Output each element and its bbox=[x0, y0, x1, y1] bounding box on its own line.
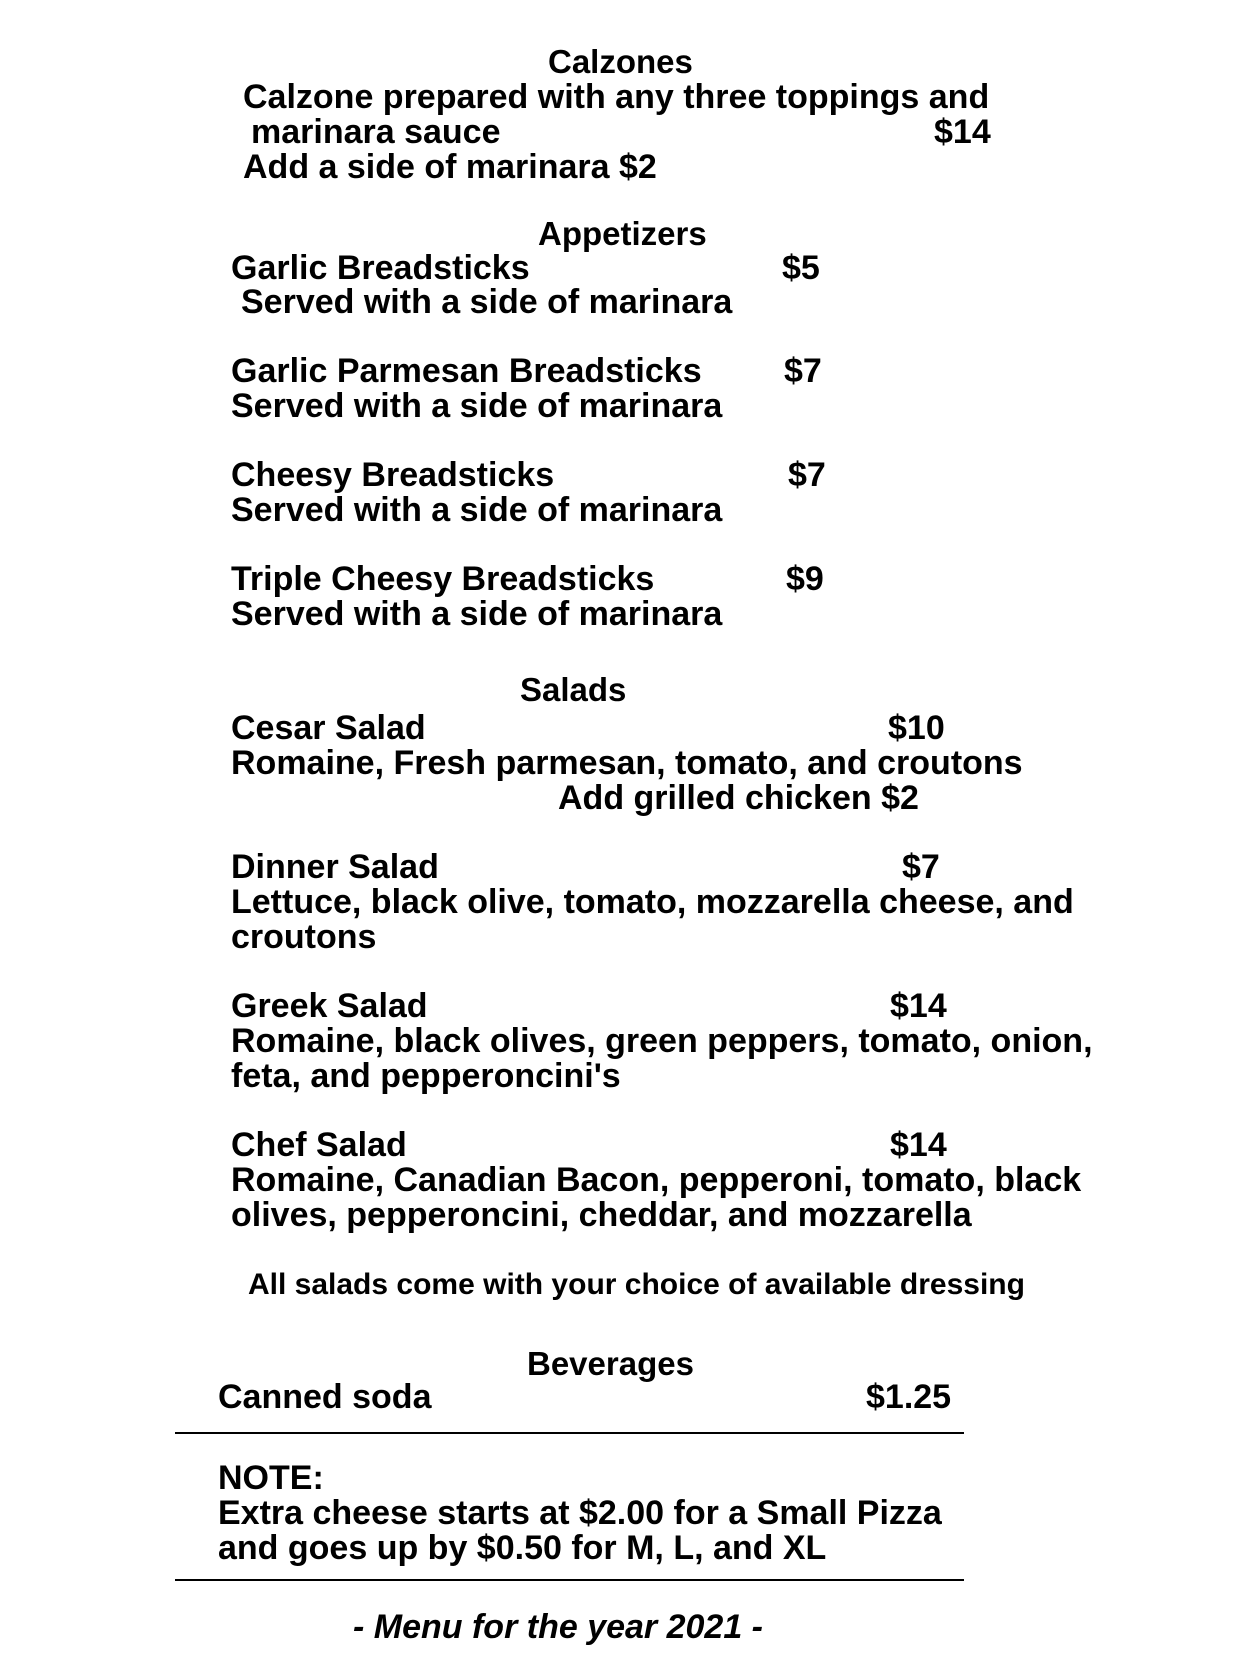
beverages-heading: Beverages bbox=[527, 1345, 694, 1382]
salad-desc: Romaine, black olives, green peppers, tomato, onion, bbox=[231, 1022, 1093, 1060]
salad-desc: feta, and pepperoncini's bbox=[231, 1057, 621, 1095]
appetizers-heading: Appetizers bbox=[538, 215, 707, 252]
divider-line bbox=[175, 1432, 964, 1434]
appetizer-name: Cheesy Breadsticks bbox=[231, 456, 555, 494]
appetizer-name: Garlic Breadsticks bbox=[231, 249, 530, 287]
salad-desc: Romaine, Canadian Bacon, pepperoni, tomato, black bbox=[231, 1161, 1082, 1199]
beverage-name: Canned soda bbox=[218, 1378, 432, 1416]
salad-addon: Add grilled chicken $2 bbox=[558, 779, 919, 817]
appetizer-price: $9 bbox=[786, 560, 824, 598]
note-line2: and goes up by $0.50 for M, L, and XL bbox=[218, 1529, 827, 1567]
salad-name: Chef Salad bbox=[231, 1126, 407, 1164]
appetizer-price: $7 bbox=[788, 456, 826, 494]
salads-dressing-note: All salads come with your choice of available dressing bbox=[248, 1268, 1025, 1301]
salad-price: $10 bbox=[888, 709, 945, 747]
calzone-price: $14 bbox=[934, 113, 991, 151]
calzone-desc-line2: marinara sauce bbox=[251, 113, 501, 151]
calzones-heading: Calzones bbox=[548, 43, 693, 80]
calzone-desc-line1: Calzone prepared with any three toppings and bbox=[243, 78, 990, 116]
appetizer-price: $5 bbox=[782, 249, 820, 287]
beverage-price: $1.25 bbox=[866, 1378, 952, 1416]
salad-desc: olives, pepperoncini, cheddar, and mozzarella bbox=[231, 1196, 972, 1234]
salad-name: Dinner Salad bbox=[231, 848, 439, 886]
salad-desc: Romaine, Fresh parmesan, tomato, and croutons bbox=[231, 744, 1023, 782]
appetizer-price: $7 bbox=[784, 352, 822, 390]
salad-name: Greek Salad bbox=[231, 987, 428, 1025]
appetizer-desc: Served with a side of marinara bbox=[241, 283, 733, 321]
salad-price: $14 bbox=[890, 987, 947, 1025]
appetizer-name: Triple Cheesy Breadsticks bbox=[231, 560, 655, 598]
salad-desc: Lettuce, black olive, tomato, mozzarella cheese, and bbox=[231, 883, 1074, 921]
note-line1: Extra cheese starts at $2.00 for a Small Pizza bbox=[218, 1494, 942, 1532]
appetizer-desc: Served with a side of marinara bbox=[231, 595, 723, 633]
salad-price: $14 bbox=[890, 1126, 947, 1164]
salad-name: Cesar Salad bbox=[231, 709, 426, 747]
salad-price: $7 bbox=[902, 848, 940, 886]
note-label: NOTE: bbox=[218, 1459, 324, 1497]
salad-desc: croutons bbox=[231, 918, 377, 956]
divider-line bbox=[175, 1579, 964, 1581]
appetizer-desc: Served with a side of marinara bbox=[231, 491, 723, 529]
appetizer-desc: Served with a side of marinara bbox=[231, 387, 723, 425]
appetizer-name: Garlic Parmesan Breadsticks bbox=[231, 352, 702, 390]
calzone-addon: Add a side of marinara $2 bbox=[243, 148, 657, 186]
salads-heading: Salads bbox=[520, 671, 627, 708]
menu-footer: - Menu for the year 2021 - bbox=[353, 1608, 764, 1646]
